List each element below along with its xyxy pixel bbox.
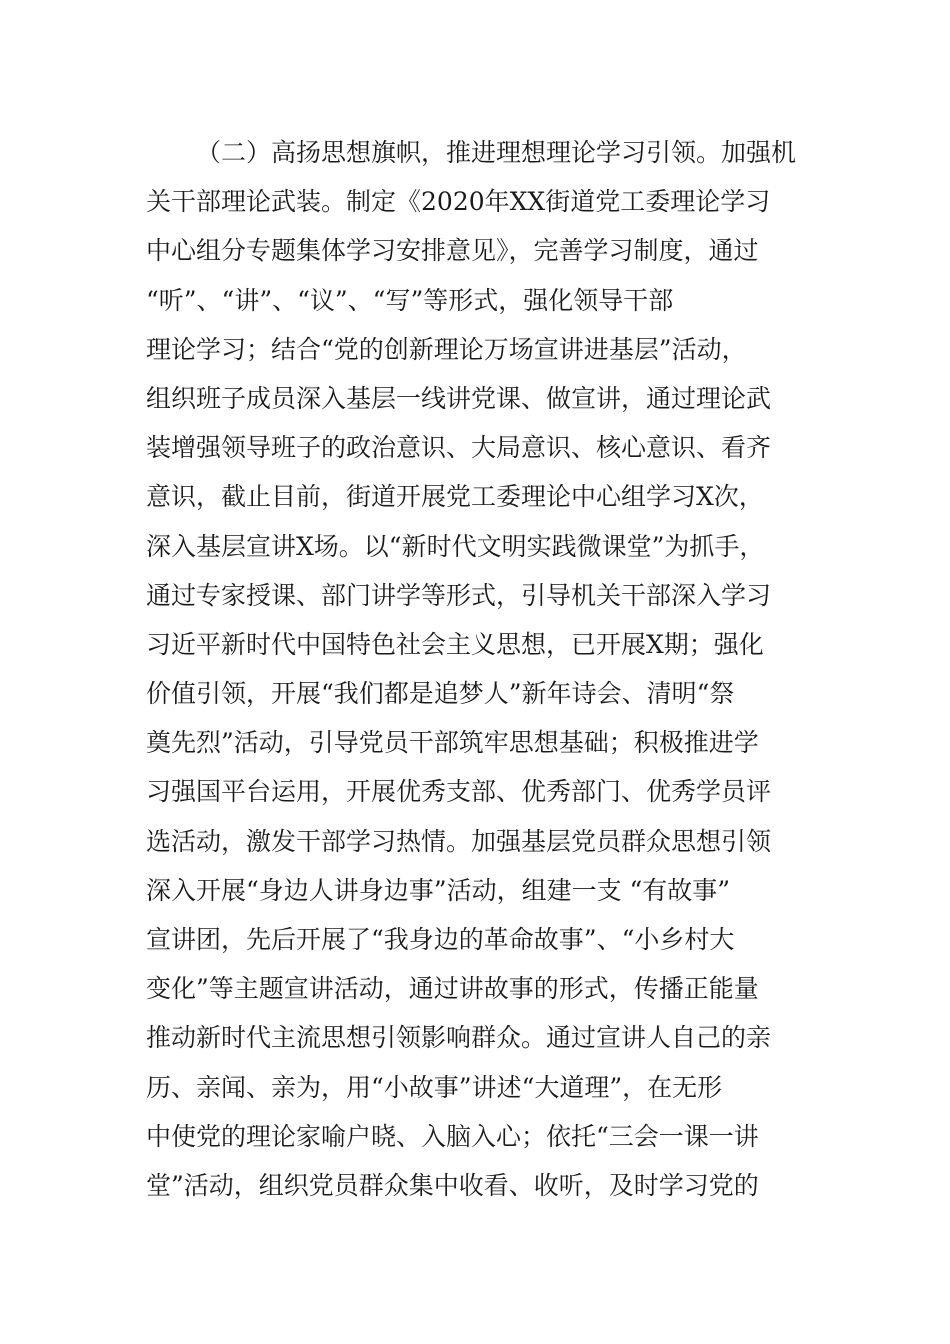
text-line: 宣讲团，先后开展了“我身边的革命故事”、“小乡村大 <box>146 925 735 954</box>
text-line: “听”、“讲”、“议”、“写”等形式，强化领导干部 <box>146 285 674 315</box>
text-line: 习强国平台运用，开展优秀支部、优秀部门、优秀学员评 <box>146 777 772 807</box>
text-line: 变化”等主题宣讲活动，通过讲故事的形式，传播正能量 <box>146 974 759 1004</box>
text-line: 中使党的理论家喻户晓、入脑入心；依托“三会一课一讲 <box>146 1121 759 1151</box>
body-paragraph <box>146 128 826 1210</box>
text-line: 关干部理论武装。制定《2020年XX街道党工委理论学习 <box>146 187 771 217</box>
text-line: 历、亲闻、亲为，用“小故事”讲述“大道理”，在无形 <box>146 1072 723 1102</box>
text-line: 奠先烈”活动，引导党员干部筑牢思想基础；积极推进学 <box>146 728 759 758</box>
text-line: 装增强领导班子的政治意识、大局意识、核心意识、看齐 <box>146 433 772 463</box>
text-line: 组织班子成员深入基层一线讲党课、做宣讲，通过理论武 <box>146 383 772 413</box>
text-line: 通过专家授课、部门讲学等形式，引导机关干部深入学习 <box>146 580 772 610</box>
text-line: 理论学习；结合“党的创新理论万场宣讲进基层”活动， <box>146 334 747 364</box>
text-line: 深入基层宣讲X场。以“新时代文明实践微课堂”为抓手， <box>146 531 765 561</box>
text-line: 习近平新时代中国特色社会主义思想，已开展X期；强化 <box>146 629 764 659</box>
text-line: 选活动，激发干部学习热情。加强基层党员群众思想引领 <box>146 826 772 856</box>
text-line: 深入开展“身边人讲身边事”活动，组建一支 “有故事” <box>146 875 731 905</box>
text-line: 推动新时代主流思想引领影响群众。通过宣讲人自己的亲 <box>146 1023 772 1053</box>
text-line: 中心组分专题集体学习安排意见》，完善学习制度，通过 <box>146 236 759 266</box>
text-line: 堂”活动，组织党员群众集中收看、收听，及时学习党的 <box>146 1170 759 1200</box>
text-line: （二）高扬思想旗帜，推进理想理论学习引领。加强机 <box>196 138 797 167</box>
text-line: 意识，截止目前，街道开展党工委理论中心组学习X次， <box>146 482 764 512</box>
text-line: 价值引领，开展“我们都是追梦人”新年诗会、清明“祭 <box>146 679 735 709</box>
